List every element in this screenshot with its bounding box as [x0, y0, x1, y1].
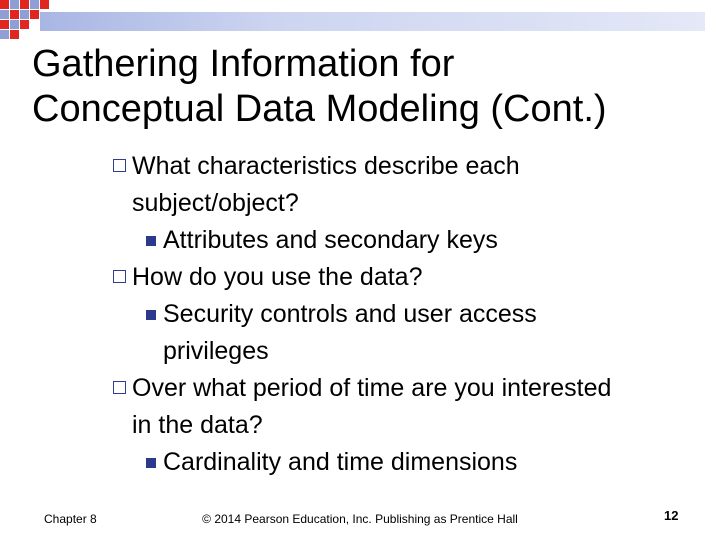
- filled-square-bullet-icon: [146, 458, 156, 468]
- bullet-item: [0, 148, 720, 222]
- filled-square-bullet-icon: [146, 236, 156, 246]
- sub-bullet-text: Attributes and secondary keys: [163, 226, 498, 254]
- footer-copyright: © 2014 Pearson Education, Inc. Publishing as Prentice Hall: [202, 512, 518, 526]
- slide-title: [32, 42, 692, 132]
- bullet-text-line: What characteristics describe each: [132, 152, 520, 180]
- sub-bullet-text: privileges: [163, 337, 269, 365]
- bullet-text-line: Over what period of time are you interested: [132, 374, 612, 402]
- hollow-square-bullet-icon: [113, 381, 126, 394]
- header-gradient-bar: [40, 12, 705, 31]
- sub-bullet-item: [0, 444, 720, 481]
- bullet-text-line: How do you use the data?: [132, 263, 423, 291]
- slide-title-line-2: Conceptual Data Modeling (Cont.): [32, 88, 607, 130]
- bullet-text-line: in the data?: [132, 411, 263, 439]
- slide-title-line-1: Gathering Information for: [32, 43, 455, 85]
- bullet-list: [0, 148, 720, 481]
- bullet-item: [0, 370, 720, 444]
- hollow-square-bullet-icon: [113, 159, 126, 172]
- sub-bullet-item: [0, 296, 720, 370]
- bullet-item: [0, 259, 720, 296]
- sub-bullet-text: Security controls and user access: [163, 300, 537, 328]
- hollow-square-bullet-icon: [113, 270, 126, 283]
- bullet-text-line: subject/object?: [132, 189, 299, 217]
- filled-square-bullet-icon: [146, 310, 156, 320]
- footer-chapter: Chapter 8: [44, 512, 97, 526]
- sub-bullet-item: [0, 222, 720, 259]
- sub-bullet-text: Cardinality and time dimensions: [163, 448, 518, 476]
- footer-page-number: 12: [664, 508, 679, 523]
